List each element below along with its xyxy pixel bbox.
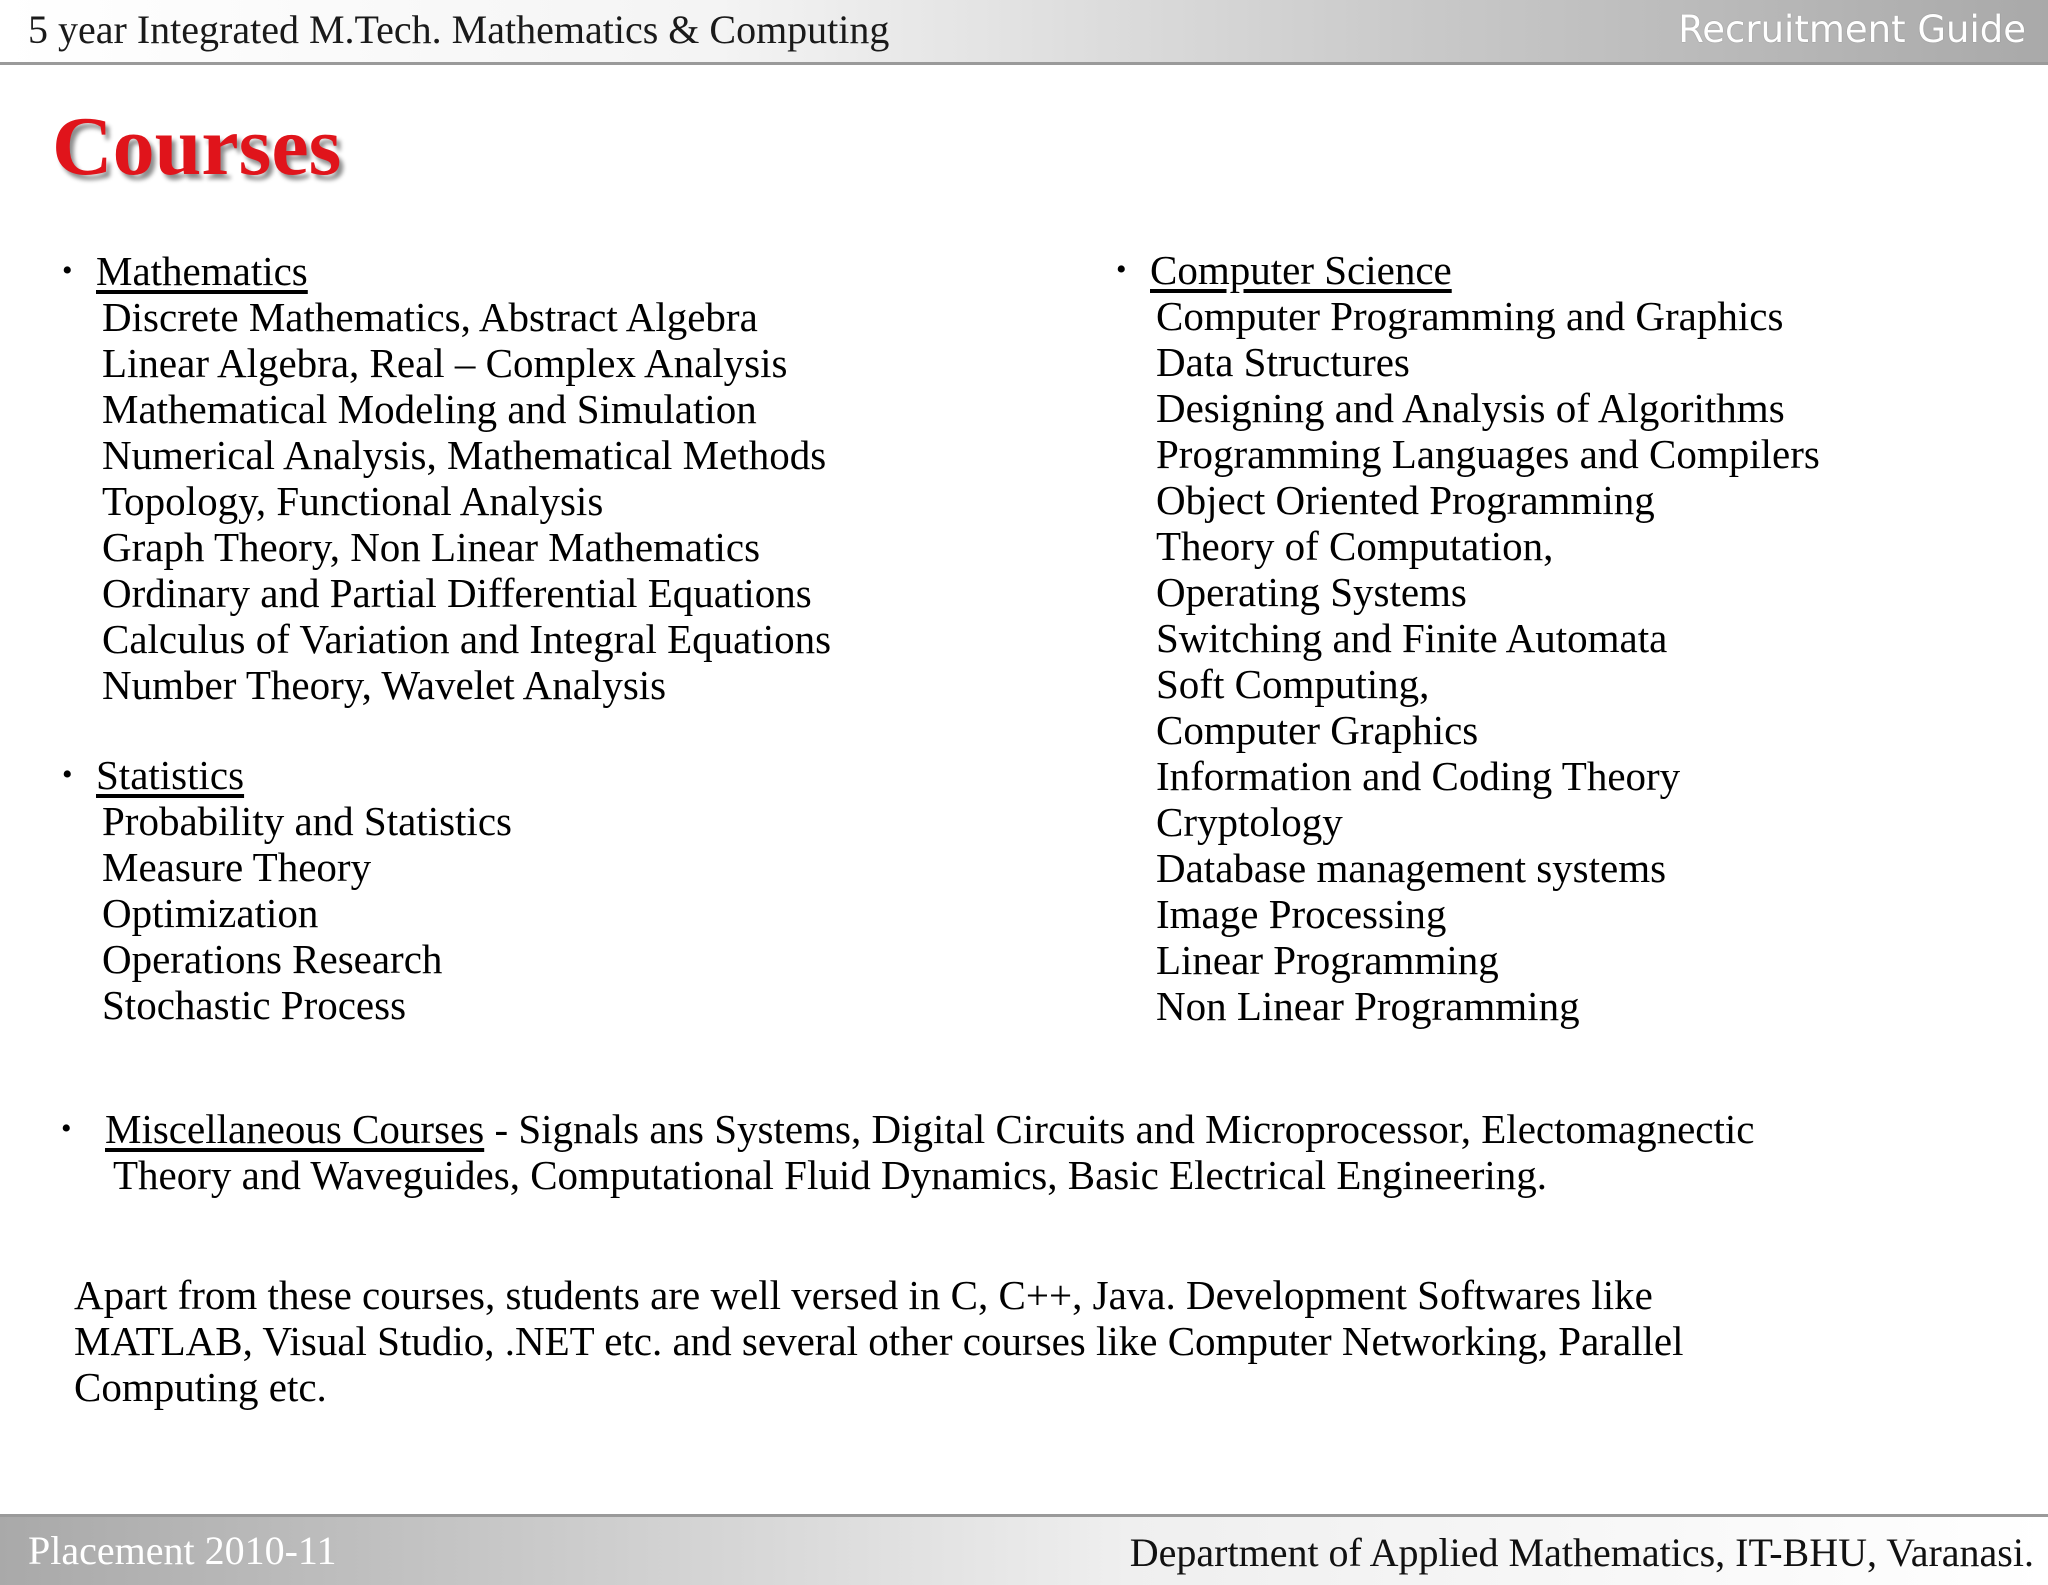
list-item: Measure Theory [102, 844, 372, 890]
list-item: Calculus of Variation and Integral Equations [102, 616, 832, 662]
miscellaneous-heading: Miscellaneous Courses [105, 1106, 485, 1152]
bullet-icon: • [62, 758, 73, 791]
list-item: Image Processing [1156, 891, 1447, 937]
list-item: Soft Computing, [1156, 661, 1430, 707]
mathematics-list [102, 294, 831, 708]
list-item: Programming Languages and Compilers [1156, 431, 1820, 477]
mathematics-section [62, 248, 832, 708]
footer-bar [0, 1514, 2048, 1585]
list-item: Switching and Finite Automata [1156, 615, 1668, 661]
list-item: Cryptology [1156, 799, 1343, 845]
note-line: MATLAB, Visual Studio, .NET etc. and several other courses like Computer Networking, Parallel [74, 1318, 1684, 1364]
header-bar [0, 0, 2048, 65]
header-right-label: Recruitment Guide [1678, 8, 2026, 51]
list-item: Discrete Mathematics, Abstract Algebra [102, 294, 758, 340]
note-line: Apart from these courses, students are well versed in C, C++, Java. Development Softwares like [74, 1272, 1653, 1318]
miscellaneous-section [61, 1106, 2005, 1198]
list-item: Stochastic Process [102, 982, 407, 1028]
computer-science-list [1156, 293, 1820, 1029]
list-item: Probability and Statistics [102, 798, 512, 844]
statistics-list [102, 798, 512, 1028]
list-item: Ordinary and Partial Differential Equations [102, 570, 812, 616]
computer-science-heading: Computer Science [1150, 247, 1452, 293]
list-item: Data Structures [1156, 339, 1410, 385]
list-item: Operating Systems [1156, 569, 1467, 615]
computer-science-section [1116, 247, 1820, 1029]
bullet-icon: • [1116, 253, 1127, 286]
miscellaneous-line-1 [105, 1106, 2005, 1152]
miscellaneous-text-1: - Signals ans Systems, Digital Circuits and Microprocessor, Electomagnectic [484, 1106, 1755, 1152]
bullet-icon: • [61, 1112, 72, 1145]
statistics-heading: Statistics [96, 752, 245, 798]
miscellaneous-text-2: Theory and Waveguides, Computational Fluid Dynamics, Basic Electrical Engineering. [113, 1152, 1547, 1198]
list-item: Number Theory, Wavelet Analysis [102, 662, 667, 708]
list-item: Mathematical Modeling and Simulation [102, 386, 757, 432]
list-item: Operations Research [102, 936, 443, 982]
list-item: Computer Graphics [1156, 707, 1479, 753]
list-item: Information and Coding Theory [1156, 753, 1681, 799]
list-item: Object Oriented Programming [1156, 477, 1655, 523]
list-item: Topology, Functional Analysis [102, 478, 604, 524]
statistics-section [62, 752, 512, 1028]
list-item: Designing and Analysis of Algorithms [1156, 385, 1785, 431]
page-title: Courses [52, 100, 342, 193]
list-item: Computer Programming and Graphics [1156, 293, 1784, 339]
list-item: Optimization [102, 890, 319, 936]
list-item: Non Linear Programming [1156, 983, 1580, 1029]
list-item: Theory of Computation, [1156, 523, 1554, 569]
list-item: Database management systems [1156, 845, 1667, 891]
list-item: Linear Programming [1156, 937, 1499, 983]
mathematics-heading: Mathematics [96, 248, 308, 294]
header-title: 5 year Integrated M.Tech. Mathematics & Computing [28, 7, 890, 52]
bullet-icon: • [62, 254, 73, 287]
list-item: Linear Algebra, Real – Complex Analysis [102, 340, 788, 386]
footer-left-label: Placement 2010-11 [28, 1528, 337, 1573]
note-paragraph [74, 1272, 1954, 1410]
note-line: Computing etc. [74, 1364, 327, 1410]
list-item: Graph Theory, Non Linear Mathematics [102, 524, 761, 570]
list-item: Numerical Analysis, Mathematical Methods [102, 432, 827, 478]
footer-right-label: Department of Applied Mathematics, IT-BHU, Varanasi. [1129, 1530, 2034, 1575]
